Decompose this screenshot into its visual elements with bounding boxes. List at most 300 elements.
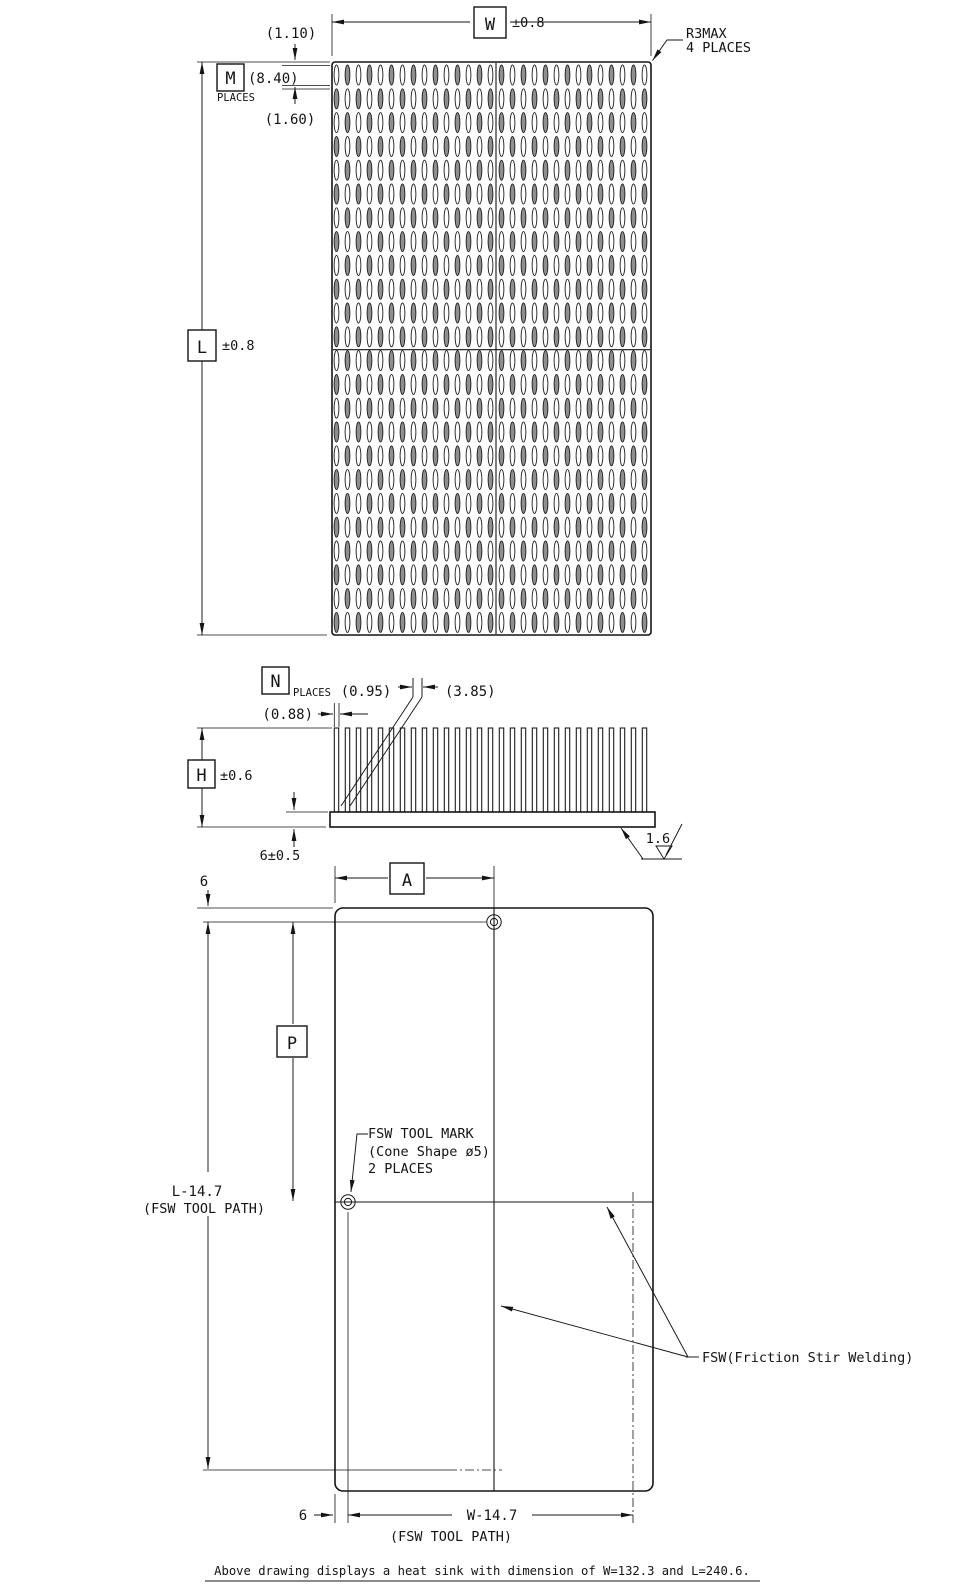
pin-fin [367,327,372,347]
pin-fin [598,136,603,156]
pin-fin [642,160,647,180]
pin-fin [400,327,405,347]
pin-fin [444,589,449,609]
pin-fin [587,517,592,537]
pin-fin [565,493,570,513]
pin-fin [587,160,592,180]
pin-fin [609,493,614,513]
pin-fin [488,422,493,442]
pin-fin [389,446,394,466]
pin-fin [532,279,537,299]
pin-fin [543,184,548,204]
corner-radius-note: R3MAX [686,26,727,42]
pin-fin [411,470,416,490]
pin-fin [367,398,372,418]
pin-fin [554,303,559,323]
pin-fin [642,279,647,299]
pin-fin [334,470,339,490]
pin-fin [455,208,460,228]
pin-fin [554,446,559,466]
pin-fin [367,565,372,585]
pin-fin [400,255,405,275]
dim-base-thickness: 6±0.5 [259,848,301,864]
pin-fin [411,279,416,299]
pin-fin [367,136,372,156]
pin-fin [609,279,614,299]
pin-fin [499,351,504,371]
pin-fin [576,374,581,394]
pin-fin [378,374,383,394]
pin-fin [576,470,581,490]
pin-fin [554,470,559,490]
pin-fin [576,517,581,537]
pin-fin [598,327,603,347]
pin-fin [444,232,449,252]
dim-top-offset: 6 [199,874,209,890]
pin-fin [433,184,438,204]
pin-fin [444,446,449,466]
pin-fin [499,184,504,204]
pin-fin [488,160,493,180]
pin-fin [565,255,570,275]
fin-array [334,728,646,812]
fin [642,728,646,812]
pin-fin [521,255,526,275]
pin-fin [345,208,350,228]
pin-fin [631,493,636,513]
pin-fin [587,565,592,585]
pin-fin [389,136,394,156]
pin-fin [543,279,548,299]
pin-fin [488,374,493,394]
pin-fin [367,232,372,252]
pin-fin [587,541,592,561]
pin-fin [356,89,361,109]
pin-fin [455,303,460,323]
pin-fin [521,422,526,442]
pin-fin [510,398,515,418]
pin-fin [400,351,405,371]
pin-fin [609,446,614,466]
pin-fin [587,113,592,133]
pin-fin [576,113,581,133]
pin-fin [554,541,559,561]
pin-fin [389,113,394,133]
pin-fin [620,136,625,156]
pin-fin [345,89,350,109]
pin-fin [455,351,460,371]
pin-fin [334,541,339,561]
pin-fin [356,303,361,323]
pin-fin [378,136,383,156]
pin-fin [378,470,383,490]
pin-fin [345,541,350,561]
pin-fin [543,470,548,490]
pin-fin [510,113,515,133]
pin-fin [499,612,504,632]
pin-fin [510,232,515,252]
pin-fin [356,255,361,275]
pin-fin [411,160,416,180]
pin-fin [378,89,383,109]
pin-fin [488,208,493,228]
fin [400,728,404,812]
pin-fin [367,351,372,371]
pin-fin [345,612,350,632]
pin-fin [543,303,548,323]
pin-fin [510,255,515,275]
pin-fin [367,184,372,204]
pin-fin [532,493,537,513]
pin-fin [609,232,614,252]
pin-fin [620,374,625,394]
pin-fin [609,517,614,537]
pin-fin [433,327,438,347]
pin-fin [543,255,548,275]
pin-fin [554,612,559,632]
pin-fin [543,565,548,585]
pin-fin [554,327,559,347]
pin-fin [356,327,361,347]
pin-fin [532,160,537,180]
pin-fin [367,65,372,85]
pin-fin [510,470,515,490]
pin-fin [499,446,504,466]
pin-fin [488,65,493,85]
pin-fin [345,517,350,537]
pin-fin [400,470,405,490]
pin-fin [334,160,339,180]
pin-fin [466,541,471,561]
pin-fin [433,351,438,371]
pin-fin [631,232,636,252]
pin-fin [411,446,416,466]
pin-fin [411,565,416,585]
pin-fin [543,541,548,561]
pin-fin [587,589,592,609]
pin-fin [631,565,636,585]
pin-fin [422,565,427,585]
pin-fin [378,255,383,275]
pin-fin [642,493,647,513]
pin-fin [532,351,537,371]
pin-fin [400,184,405,204]
side-view [188,667,682,864]
fin [378,728,382,812]
pin-fin [532,136,537,156]
pin-fin [334,89,339,109]
pin-fin [389,208,394,228]
pin-fin [466,160,471,180]
pin-fin [378,612,383,632]
pin-fin [433,565,438,585]
pin-fin [532,446,537,466]
pin-fin [477,279,482,299]
pin-fin [400,279,405,299]
pin-fin [444,398,449,418]
pin-fin [444,208,449,228]
pin-fin [620,541,625,561]
pin-fin [532,541,537,561]
pin-fin [367,208,372,228]
pin-fin [510,517,515,537]
pin-fin [510,493,515,513]
pin-fin [620,422,625,442]
pin-fin [532,65,537,85]
pin-fin [334,136,339,156]
pin-fin [499,517,504,537]
pin-fin [609,89,614,109]
pin-fin [477,422,482,442]
caption-group [205,1564,760,1581]
pin-fin [565,136,570,156]
fin [422,728,426,812]
pin-fin [543,208,548,228]
pin-fin [367,422,372,442]
pin-fin [389,517,394,537]
pin-fin [631,136,636,156]
pin-fin [554,184,559,204]
pin-fin [521,351,526,371]
pin-fin [422,184,427,204]
pin-fin [455,493,460,513]
pin-fin [598,184,603,204]
pin-fin [400,589,405,609]
pin-fin [367,89,372,109]
pin-fin [543,136,548,156]
pin-fin [433,374,438,394]
pin-fin [609,541,614,561]
tool-mark-note: 2 PLACES [368,1161,434,1177]
pin-fin [356,136,361,156]
pin-fin [587,351,592,371]
pin-fin [389,160,394,180]
fin [587,728,591,812]
dim-w-path-note: (FSW TOOL PATH) [390,1529,512,1545]
pin-fin [411,541,416,561]
pin-fin [565,446,570,466]
pin-fin [356,422,361,442]
pin-fin [642,541,647,561]
pin-fin [367,517,372,537]
pin-fin [620,255,625,275]
pin-fin [477,589,482,609]
pin-fin [598,470,603,490]
pin-fin [543,612,548,632]
pin-fin [598,374,603,394]
pin-fin [477,446,482,466]
pin-fin [587,374,592,394]
pin-fin [631,65,636,85]
pin-fin [598,89,603,109]
pin-fin [521,374,526,394]
pin-fin [367,113,372,133]
pin-fin [565,232,570,252]
pin-fin [477,541,482,561]
pin-fin [433,398,438,418]
pin-fin [609,184,614,204]
pin-fin [510,565,515,585]
surface-finish-icon [621,824,682,859]
pin-fin [587,89,592,109]
pin-fin [554,398,559,418]
dim-l-label: L [196,338,208,358]
pin-fin [433,612,438,632]
pin-fin [477,184,482,204]
pin-fin [389,398,394,418]
pin-fin [488,113,493,133]
pin-fin [576,160,581,180]
pin-fin [389,255,394,275]
pin-fin [598,65,603,85]
pin-fin [532,470,537,490]
pin-fin [466,517,471,537]
pin-fin [422,136,427,156]
pin-fin [488,89,493,109]
pin-fin [543,232,548,252]
pin-fin [576,89,581,109]
pin-fin [444,327,449,347]
pin-fin [400,612,405,632]
pin-fin [543,113,548,133]
pin-fin [631,589,636,609]
pin-fin [345,398,350,418]
pin-fin [642,589,647,609]
pin-fin [422,612,427,632]
pin-fin [444,136,449,156]
pin-fin [378,541,383,561]
pin-fin [466,136,471,156]
fin [455,728,459,812]
pin-fin [488,279,493,299]
pin-fin [587,279,592,299]
fin [620,728,624,812]
pin-fin [455,565,460,585]
fin [499,728,503,812]
pin-fin [642,136,647,156]
pin-fin [378,565,383,585]
pin-fin [334,422,339,442]
pin-fin [400,136,405,156]
pin-fin [499,208,504,228]
pin-fin [598,589,603,609]
pin-fin [433,517,438,537]
pin-fin [598,446,603,466]
pin-fin [609,589,614,609]
pin-fin [334,493,339,513]
pin-fin [488,136,493,156]
pin-fin [422,327,427,347]
pin-fin [532,422,537,442]
dim-row-gap: (1.60) [264,112,316,128]
pin-fin [345,184,350,204]
pin-fin [598,422,603,442]
pin-fin [345,351,350,371]
pin-fin [499,232,504,252]
pin-fin [631,89,636,109]
pin-fin [400,541,405,561]
pin-fin [521,517,526,537]
pin-fin [642,113,647,133]
pin-fin [389,232,394,252]
pin-fin [521,327,526,347]
pin-fin [433,541,438,561]
pin-fin [576,184,581,204]
pin-fin [411,589,416,609]
pin-fin [334,398,339,418]
pin-fin [477,517,482,537]
pin-fin [587,136,592,156]
pin-fin [455,136,460,156]
pin-fin [631,541,636,561]
pin-fin [444,65,449,85]
pin-fin [510,208,515,228]
pin-fin [356,541,361,561]
pin-fin [444,255,449,275]
pin-fin [598,255,603,275]
pin-fin [565,89,570,109]
pin-fin [422,422,427,442]
pin-fin [576,398,581,418]
pin-fin [488,446,493,466]
pin-fin [521,89,526,109]
pin-fin [521,398,526,418]
pin-fin [356,398,361,418]
pin-fin [521,541,526,561]
pin-fin [345,160,350,180]
pin-fin [345,136,350,156]
pin-fin [642,255,647,275]
pin-fin [642,398,647,418]
pin-fin [609,612,614,632]
pin-fin [532,374,537,394]
pin-fin [488,327,493,347]
dim-fin-gap: (0.95) [340,684,392,700]
pin-fin [378,113,383,133]
pin-fin [334,446,339,466]
pin-fin [466,422,471,442]
pin-fin [444,565,449,585]
pin-fin [609,113,614,133]
pin-fin [477,374,482,394]
pin-fin [444,422,449,442]
pin-fin [565,612,570,632]
pin-fin [367,470,372,490]
pin-fin [455,65,460,85]
fin [609,728,613,812]
pin-fin [444,113,449,133]
pin-fin [609,422,614,442]
pin-fin [598,303,603,323]
pin-fin [356,589,361,609]
pin-fin [378,160,383,180]
pin-fin [356,232,361,252]
pin-fin [367,279,372,299]
pin-fin [521,303,526,323]
pin-fin [642,184,647,204]
pin-fin [488,493,493,513]
pin-fin [455,446,460,466]
pin-fin [466,65,471,85]
pin-fin [587,327,592,347]
pin-fin [367,541,372,561]
pin-fin [466,303,471,323]
pin-fin [345,374,350,394]
pin-fin [598,517,603,537]
pin-fin [521,208,526,228]
dim-h-label: H [196,766,207,786]
pin-fin [356,65,361,85]
